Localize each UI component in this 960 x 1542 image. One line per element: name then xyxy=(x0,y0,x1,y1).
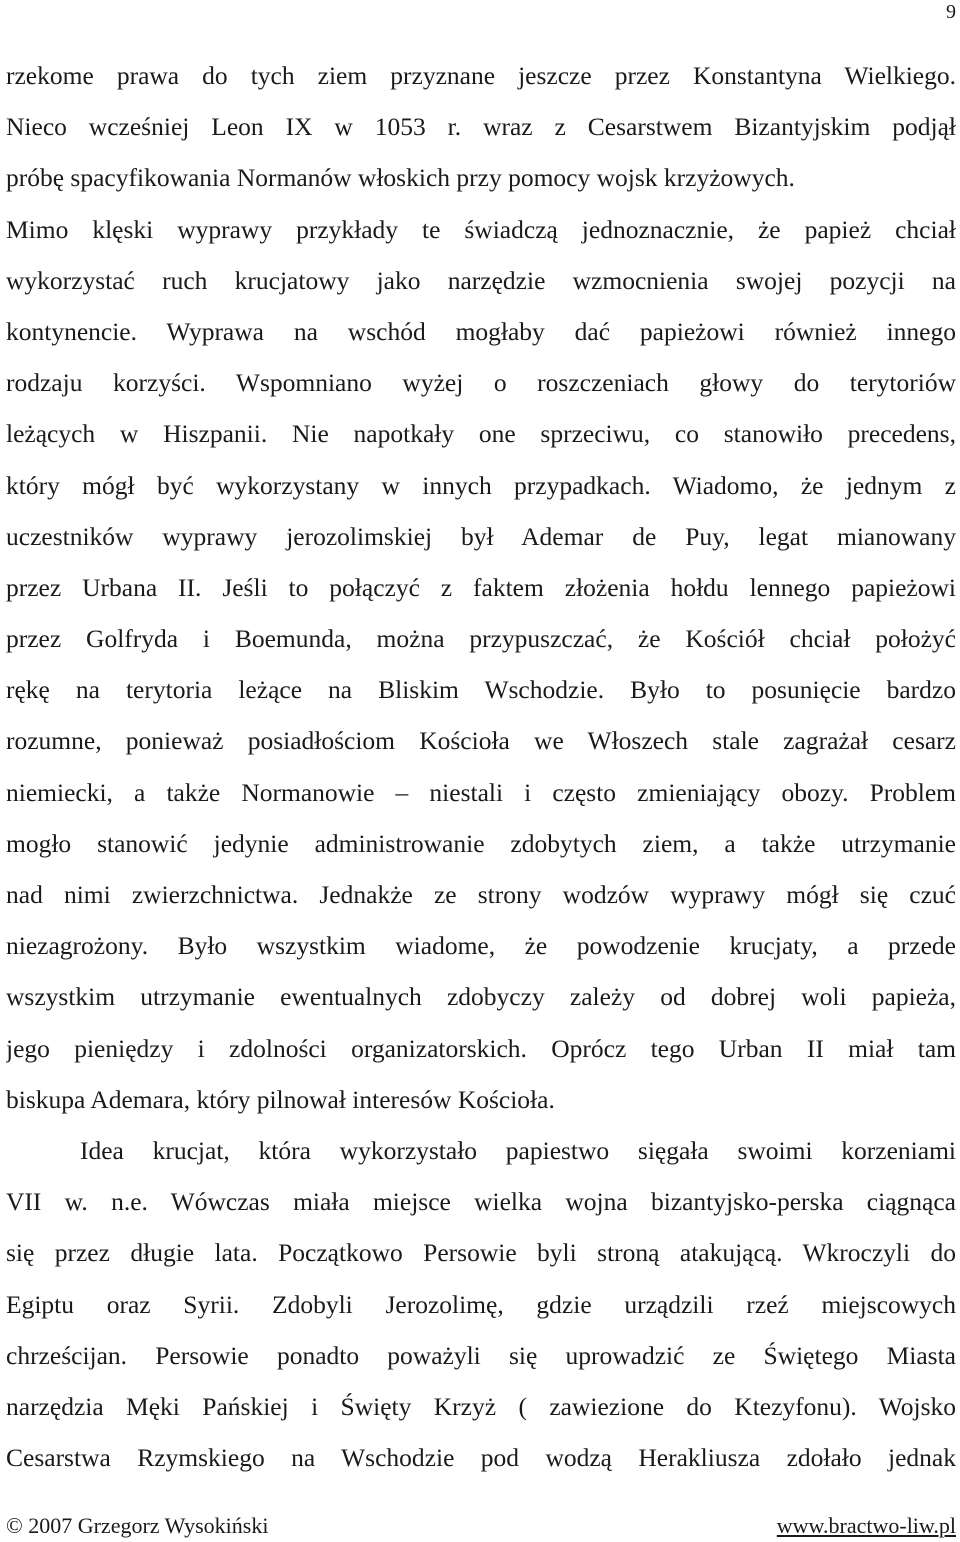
text-line: Cesarstwa Rzymskiego na Wschodzie pod wodzą Herakliusza zdołało jednak xyxy=(6,1443,956,1473)
text-line: rzekome prawa do tych ziem przyznane jeszcze przez Konstantyna Wielkiego. xyxy=(6,61,956,90)
text-line: VII w. n.e. Wówczas miała miejsce wielka wojna bizantyjsko-perska ciągnąca xyxy=(6,1187,956,1217)
footer-copyright: © 2007 Grzegorz Wysokiński xyxy=(6,1513,269,1538)
text-line: chrześcijan. Persowie ponadto poważyli się uprowadzić ze Świętego Miasta xyxy=(6,1340,956,1370)
text-line: Nieco wcześniej Leon IX w 1053 r. wraz z Cesarstwem Bizantyjskim podjął xyxy=(6,112,956,142)
text-line: wszystkim utrzymanie ewentualnych zdobyczy zależy od dobrej woli papieża, xyxy=(6,982,956,1012)
text-line: Mimo klęski wyprawy przykłady te świadczą jednoznacznie, że papież chciał xyxy=(6,214,956,244)
text-line: wykorzystać ruch krucjatowy jako narzędzie wzmocnienia swojej pozycji na xyxy=(6,265,956,295)
text-line: jego pieniędzy i zdolności organizatorskich. Oprócz tego Urban II miał tam xyxy=(6,1033,956,1063)
text-line: leżących w Hiszpanii. Nie napotkały one sprzeciwu, co stanowiło precedens, xyxy=(6,419,956,449)
page-number: 9 xyxy=(946,1,956,23)
text-line: niezagrożony. Było wszystkim wiadome, że powodzenie krucjaty, a przede xyxy=(6,931,956,961)
text-line: przez Golfryda i Boemunda, można przypuszczać, że Kościół chciał położyć xyxy=(6,624,956,654)
text-line: rodzaju korzyści. Wspomniano wyżej o roszczeniach głowy do terytoriów xyxy=(6,368,956,398)
text-line: przez Urbana II. Jeśli to połączyć z faktem złożenia hołdu lennego papieżowi xyxy=(6,572,956,602)
document-body xyxy=(6,50,956,1483)
text-line: nad nimi zwierzchnictwa. Jednakże ze strony wodzów wyprawy mógł się czuć xyxy=(6,880,956,909)
text-line: narzędzia Męki Pańskiej i Święty Krzyż ( zawiezione do Ktezyfonu). Wojsko xyxy=(6,1391,956,1421)
footer-website-link[interactable]: www.bractwo-liw.pl xyxy=(776,1513,956,1538)
text-line: rozumne, ponieważ posiadłościom Kościoła we Włoszech stale zagrażał cesarz xyxy=(6,726,956,756)
text-line: próbę spacyfikowania Normanów włoskich przy pomocy wojsk krzyżowych. xyxy=(6,163,795,193)
text-line: biskupa Ademara, który pilnował interesów Kościoła. xyxy=(6,1084,555,1114)
text-line: się przez długie lata. Początkowo Persowie byli stroną atakującą. Wkroczyli do xyxy=(6,1238,956,1268)
text-line: mogło stanowić jedynie administrowanie zdobytych ziem, a także utrzymanie xyxy=(6,828,956,858)
text-line: który mógł być wykorzystany w innych przypadkach. Wiadomo, że jednym z xyxy=(6,470,956,500)
text-line: kontynencie. Wyprawa na wschód mogłaby dać papieżowi również innego xyxy=(6,316,956,346)
paragraph-first-line: Idea krucjat, która wykorzystało papiestwo sięgała swoimi korzeniami xyxy=(80,1135,956,1165)
page-footer xyxy=(6,1510,956,1542)
text-line: uczestników wyprawy jerozolimskiej był Ademar de Puy, legat mianowany xyxy=(6,521,956,551)
text-line: rękę na terytoria leżące na Bliskim Wschodzie. Było to posunięcie bardzo xyxy=(6,675,956,705)
text-line: niemiecki, a także Normanowie – niestali i często zmieniający obozy. Problem xyxy=(6,777,956,807)
text-line: Egiptu oraz Syrii. Zdobyli Jerozolimę, gdzie urządzili rzeź miejscowych xyxy=(6,1289,956,1319)
